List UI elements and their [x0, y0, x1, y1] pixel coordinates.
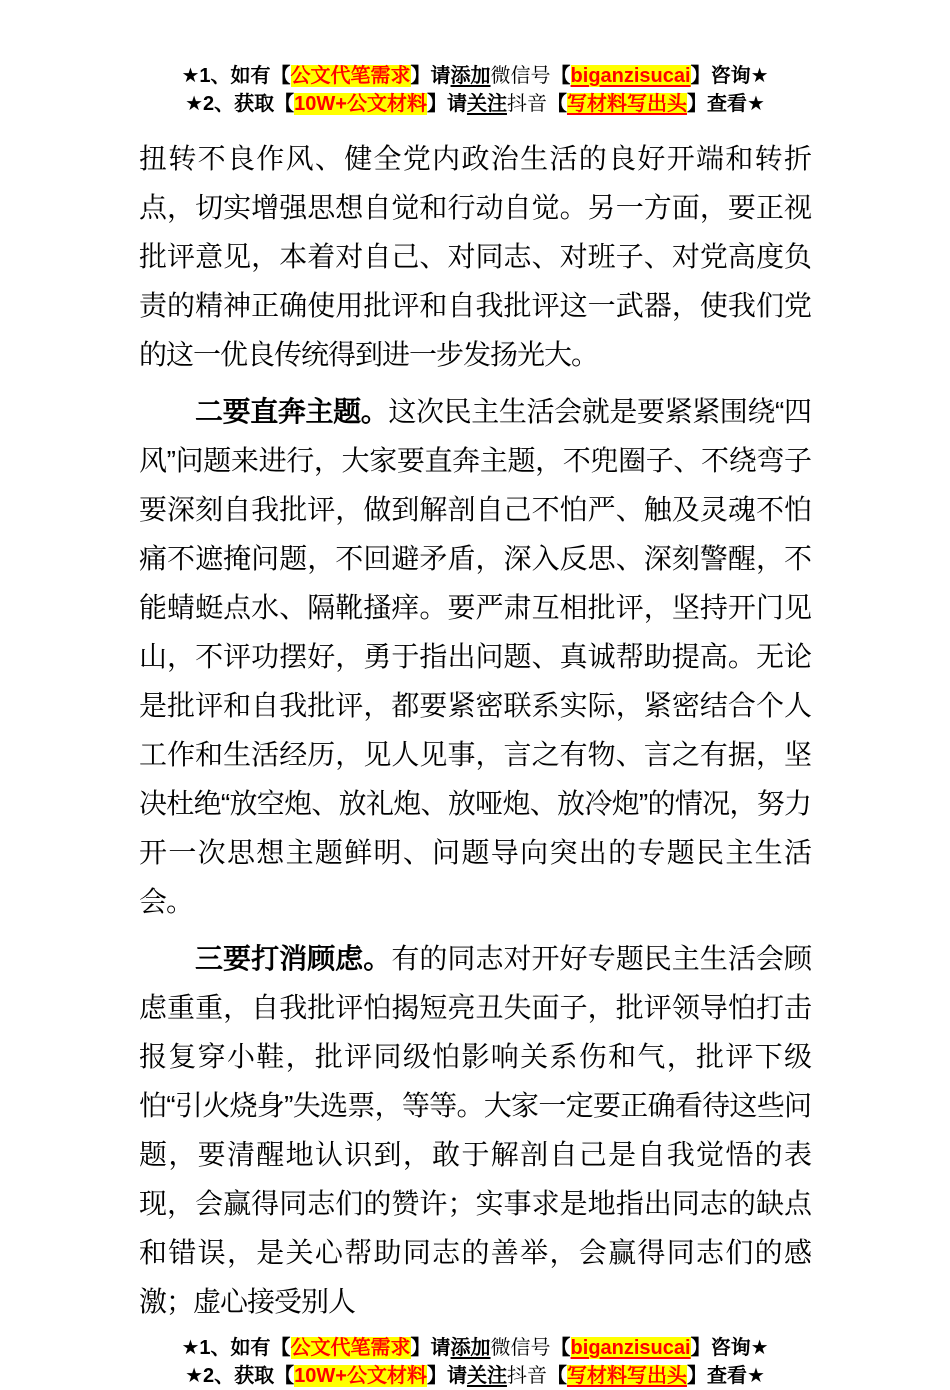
notice-bracket: 】请 [410, 65, 451, 87]
wechat-id: biganzisucai [570, 65, 691, 87]
notice-prefix: ★1、如有【 [181, 65, 291, 87]
platform-wechat-label: 微信号 [490, 65, 551, 87]
footer-notice [0, 1334, 950, 1390]
notice-bracket: 【 [550, 65, 571, 87]
notice-prefix: ★1、如有【 [181, 1337, 291, 1359]
header-notice-line-1 [0, 62, 950, 90]
platform-wechat-label: 微信号 [490, 1337, 551, 1359]
douyin-account-name: 写材料写出头 [566, 1365, 687, 1387]
paragraph-lead-bold: 三要打消顾虑。 [195, 943, 392, 974]
notice-prefix: ★2、获取【 [185, 1365, 295, 1387]
notice-bracket: 【 [546, 93, 567, 115]
paragraph-lead-bold: 二要直奔主题。 [195, 396, 389, 427]
notice-suffix: 】查看★ [686, 1365, 765, 1387]
underline-follow-action: 关注 [466, 1365, 507, 1387]
notice-bracket: 】请 [426, 93, 467, 115]
platform-douyin-label: 抖音 [506, 93, 547, 115]
paragraph-continuation [139, 134, 811, 379]
notice-suffix: 】查看★ [686, 93, 765, 115]
highlight-keyword-materials: 10W+公文材料 [294, 1365, 427, 1387]
paragraph-text: 有的同志对开好专题民主生活会顾虑重重，自我批评怕揭短亮丑失面子，批评领导怕打击报复穿小鞋，批评同级怕影响关系伤和气，批评下级怕“引火烧身”失选票，等等。大家一定要正确看待这些问题，要清醒地认识到，敢于解剖自己是自我觉悟的表现，会赢得同志们的赞许；实事求是地指出同志的缺点和错误，是关心帮助同志的善举，会赢得同志们的感激；虚心接受别人 [139, 943, 811, 1317]
notice-suffix: 】咨询★ [690, 1337, 769, 1359]
document-body [139, 134, 811, 1326]
header-notice [0, 0, 950, 118]
notice-suffix: 】咨询★ [690, 65, 769, 87]
douyin-account-name: 写材料写出头 [566, 93, 687, 115]
paragraph-text: 这次民主生活会就是要紧紧围绕“四风”问题来进行，大家要直奔主题，不兜圈子、不绕弯子要深刻自我批评，做到解剖自己不怕严、触及灵魂不怕痛不遮掩问题，不回避矛盾，深入反思、深刻警醒，不能蜻蜓点水、隔靴搔痒。要严肃互相批评，坚持开门见山，不评功摆好，勇于指出问题、真诚帮助提高。无论是批评和自我批评，都要紧密联系实际，紧密结合个人工作和生活经历，见人见事，言之有物、言之有据，坚决杜绝“放空炮、放礼炮、放哑炮、放冷炮”的情况，努力开一次思想主题鲜明、问题导向突出的专题民主生活会。 [139, 396, 811, 917]
wechat-id: biganzisucai [570, 1337, 691, 1359]
header-notice-line-2 [0, 90, 950, 118]
notice-bracket: 【 [546, 1365, 567, 1387]
underline-follow-action: 关注 [466, 93, 507, 115]
highlight-keyword-materials: 10W+公文材料 [294, 93, 427, 115]
platform-douyin-label: 抖音 [506, 1365, 547, 1387]
footer-notice-line-1 [0, 1334, 950, 1362]
notice-bracket: 【 [550, 1337, 571, 1359]
highlight-keyword-writing-service: 公文代笔需求 [290, 1337, 411, 1359]
paragraph-text: 扭转不良作风、健全党内政治生活的良好开端和转折点，切实增强思想自觉和行动自觉。另一方面，要正视批评意见，本着对自己、对同志、对班子、对党高度负责的精神正确使用批评和自我批评这一武器，使我们党的这一优良传统得到进一步发扬光大。 [139, 143, 811, 370]
notice-bracket: 】请 [426, 1365, 467, 1387]
underline-add-action: 添加 [450, 1337, 491, 1359]
paragraph-point-three [139, 934, 811, 1326]
highlight-keyword-writing-service: 公文代笔需求 [290, 65, 411, 87]
underline-add-action: 添加 [450, 65, 491, 87]
footer-notice-line-2 [0, 1362, 950, 1390]
paragraph-point-two [139, 387, 811, 926]
notice-bracket: 】请 [410, 1337, 451, 1359]
notice-prefix: ★2、获取【 [185, 93, 295, 115]
